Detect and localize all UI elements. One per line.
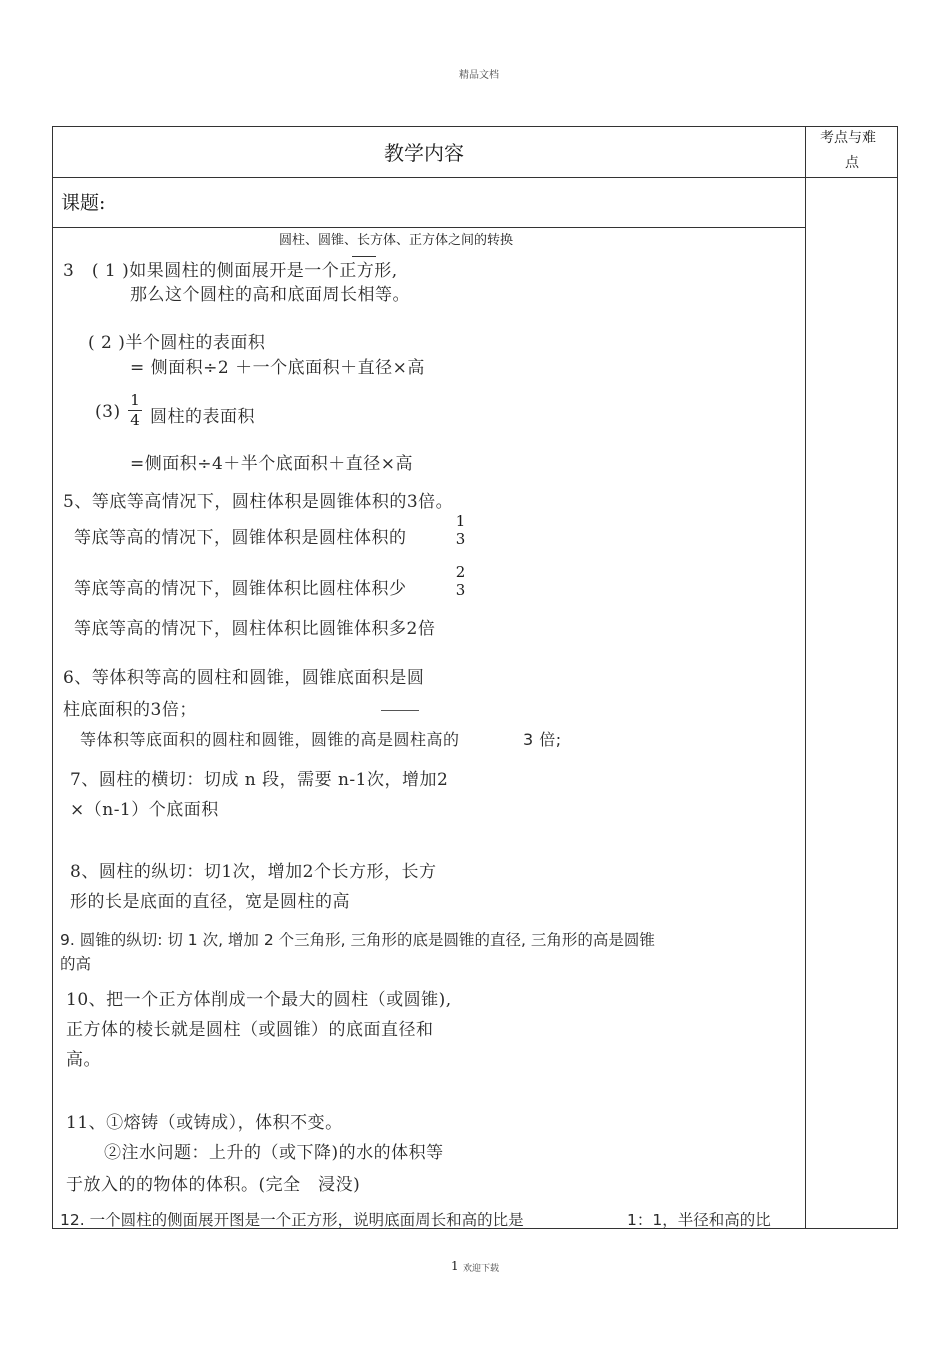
fraction-two-thirds: 2 3	[455, 563, 466, 599]
page-number: 1	[451, 1259, 459, 1273]
topic-label: 课题:	[61, 192, 106, 214]
item3-half-cylinder-formula: = 侧面积÷2 ＋一个底面积＋直径×高	[130, 358, 425, 378]
lesson-subtitle: 圆柱、圆锥、长方体、正方体之间的转换	[279, 233, 514, 248]
item10-line2: 正方体的棱长就是圆柱（或圆锥）的底面直径和	[66, 1020, 434, 1040]
overline-mark	[352, 256, 376, 257]
footer-text: 欢迎下载	[463, 1264, 500, 1274]
blank-line-mark	[381, 710, 419, 711]
fraction-one-third: 1 3	[455, 512, 466, 548]
item7-line2: ×（n-1）个底面积	[70, 800, 219, 820]
item5-line1: 5、等底等高情况下，圆柱体积是圆锥体积的3倍。	[63, 492, 454, 512]
item6-line1: 6、等体积等高的圆柱和圆锥，圆锥底面积是圆	[63, 668, 425, 688]
item11-line3: 于放入的的物体的体积。(完全 浸没)	[66, 1175, 361, 1195]
item9-line1: 9. 圆锥的纵切: 切 1 次, 增加 2 个三角形, 三角形的底是圆锥的直径, 三角形的高是圆锥	[60, 931, 655, 949]
item9-line2: 的高	[60, 955, 92, 973]
header-row-divider	[52, 177, 898, 178]
column-header-content: 教学内容	[384, 141, 464, 165]
item3-line1: 3 ( 1 )如果圆柱的侧面展开是一个正方形,	[63, 261, 398, 281]
item6-line2: 柱底面积的3倍；	[63, 700, 197, 720]
column-header-keypoints-line2: 点	[845, 155, 859, 171]
item3-quarter-formula: =侧面积÷4＋半个底面积＋直径×高	[130, 454, 414, 474]
item10-line3: 高。	[66, 1050, 101, 1070]
item7-line1: 7、圆柱的横切：切成 n 段，需要 n-1次，增加2	[70, 770, 449, 790]
fraction-one-quarter: 1 4	[128, 392, 142, 429]
item12-line1-tail: 1：1，半径和高的比	[627, 1211, 771, 1229]
item3-quarter-text: 圆柱的表面积	[150, 407, 255, 427]
column-header-keypoints-line1: 考点与难	[820, 130, 876, 146]
item10-line1: 10、把一个正方体削成一个最大的圆柱（或圆锥),	[66, 990, 452, 1010]
item12-line1: 12. 一个圆柱的侧面展开图是一个正方形，说明底面周长和高的比是	[60, 1211, 524, 1229]
header-watermark: 精品文档	[459, 70, 499, 81]
item11-line2: ②注水问题：上升的（或下降)的水的体积等	[104, 1143, 444, 1163]
item8-line1: 8、圆柱的纵切：切1次，增加2个长方形，长方	[70, 862, 437, 882]
item3-quarter-label: (3)	[95, 402, 121, 422]
item6-line3-tail: 3 倍;	[523, 730, 562, 749]
item3-line2: 那么这个圆柱的高和底面周长相等。	[130, 285, 410, 305]
topic-row-divider	[52, 227, 805, 228]
item3-half-cylinder: ( 2 )半个圆柱的表面积	[88, 333, 266, 353]
item5-line3: 等底等高的情况下，圆锥体积比圆柱体积少	[74, 579, 407, 599]
item5-line2: 等底等高的情况下，圆锥体积是圆柱体积的	[74, 528, 407, 548]
column-divider	[805, 126, 806, 1229]
item11-line1: 11、①熔铸（或铸成），体积不变。	[66, 1113, 343, 1133]
item5-line4: 等底等高的情况下，圆柱体积比圆锥体积多2倍	[74, 619, 436, 639]
item6-line3: 等体积等底面积的圆柱和圆锥，圆锥的高是圆柱高的	[80, 730, 460, 749]
item8-line2: 形的长是底面的直径，宽是圆柱的高	[70, 892, 350, 912]
